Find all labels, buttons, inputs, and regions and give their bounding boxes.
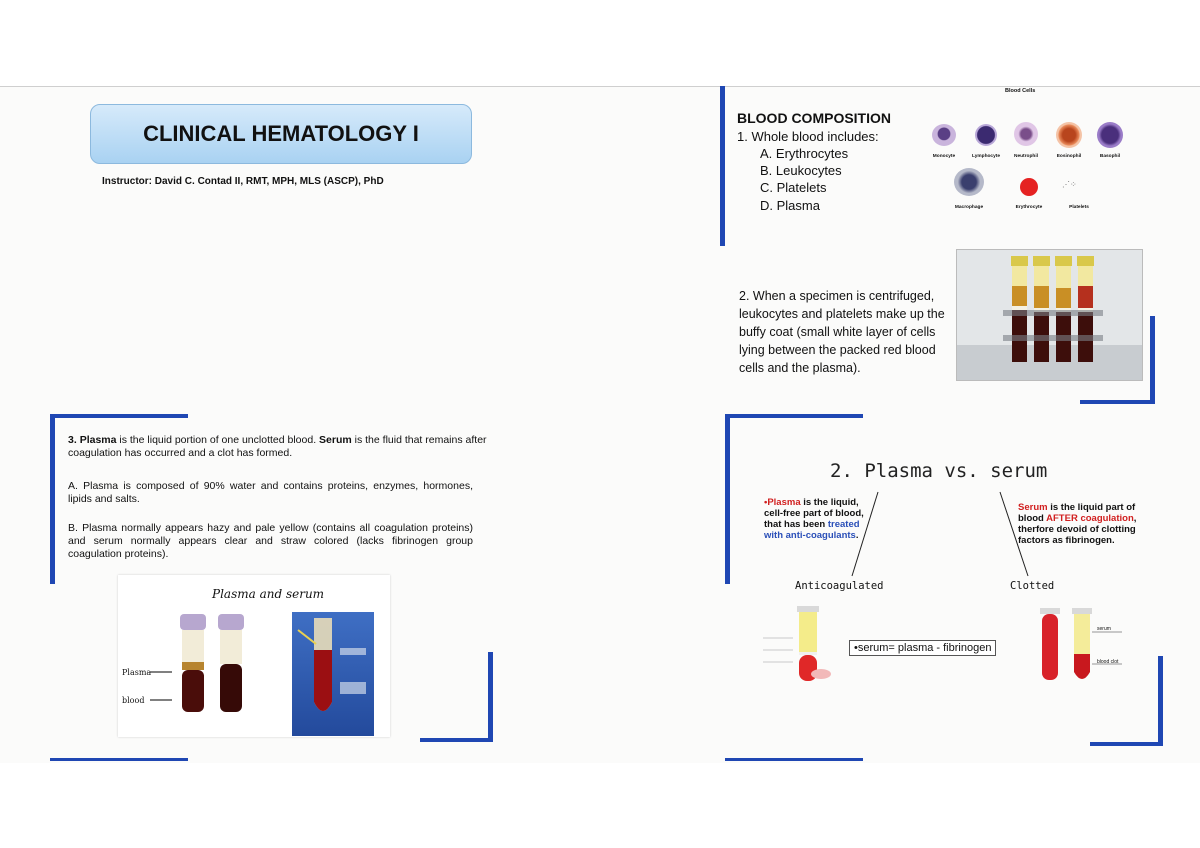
whole-blood-subheading: 1. Whole blood includes:	[737, 129, 879, 144]
slide1-title: CLINICAL HEMATOLOGY I	[90, 104, 472, 164]
bullet: •	[764, 497, 768, 508]
next-slide-bar	[50, 758, 188, 761]
serum-term: Serum	[319, 434, 352, 446]
serum-label: serum	[1097, 626, 1111, 632]
cell-label: Neutrophil	[1014, 154, 1038, 159]
plasma-composition-text: A. Plasma is composed of 90% water and contains proteins, enzymes, hormones, lipids and salts.	[68, 480, 473, 505]
centrifuge-paragraph: 2. When a specimen is centrifuged, leukocytes and platelets make up the buffy coat (small white layer of cells lying between the packed red blood cells and the plasma).	[739, 289, 945, 375]
blood-cells-title: Blood Cells	[1005, 88, 1036, 94]
slide4-top-bar	[725, 414, 863, 418]
tubes-illustration	[957, 250, 1142, 380]
clotted-label: Clotted	[1010, 580, 1055, 592]
centrifuged-tubes-photo	[956, 249, 1143, 381]
plasma-text: is the liquid, cell-free part of blood, that has been	[764, 497, 864, 530]
eosinophil-icon	[1056, 122, 1082, 148]
blood-clot-label: blood clot	[1097, 659, 1119, 665]
cell-label: Lymphocyte	[971, 154, 1001, 159]
plasma-term: Plasma	[767, 497, 801, 508]
pointer-lines	[820, 484, 1060, 584]
clotted-tubes	[1030, 606, 1140, 686]
slide3-bottom-bar	[420, 738, 493, 742]
plasma-tubes-illustration	[150, 612, 290, 722]
cell-label: Erythrocyte	[1015, 205, 1043, 210]
item-number: 3.	[68, 434, 77, 446]
erythrocyte-icon	[1020, 178, 1038, 196]
slide3-left-bar	[50, 414, 55, 584]
cell-label: Platelets	[1069, 205, 1089, 210]
platelets-icon: ⋰⁘	[1062, 180, 1077, 189]
composition-item: A. Erythrocytes	[760, 146, 849, 161]
definition-text: is the fluid that remains after coagulation has occurred and a clot has formed.	[68, 434, 487, 459]
composition-item: D. Plasma	[760, 198, 820, 213]
treated-text: treated with anti-coagulants	[764, 519, 860, 541]
definition-text: is the liquid portion of one unclotted blood.	[116, 434, 320, 446]
anticoagulated-label: Anticoagulated	[795, 580, 884, 592]
plasma-serum-definition	[68, 434, 488, 460]
plasma-end: .	[855, 530, 859, 541]
slide2-bottom-bar	[1080, 400, 1155, 404]
cell-label: Monocyte	[932, 154, 956, 159]
after-coagulation-text: AFTER coagulation	[1046, 513, 1134, 524]
blood-label: blood	[122, 696, 145, 705]
serum-text: is the liquid part of blood	[1018, 502, 1136, 524]
neutrophil-icon	[1014, 122, 1038, 146]
anticoagulated-tube	[755, 604, 835, 686]
composition-item: C. Platelets	[760, 180, 827, 195]
plasma-label: Plasma	[122, 668, 152, 677]
serum-term: Serum	[1018, 502, 1048, 513]
cell-label: Basophil	[1099, 154, 1121, 159]
serum-tube-illustration	[292, 612, 374, 736]
plasma-term: Plasma	[79, 434, 117, 446]
composition-item: B. Leukocytes	[760, 163, 842, 178]
slide2-left-bar	[720, 86, 725, 246]
slide3-right-bar	[488, 652, 493, 742]
basophil-icon	[1097, 122, 1123, 148]
slide4-bottom-bar	[1090, 742, 1163, 746]
figure-title: Plasma and serum	[212, 587, 325, 601]
next-slide-bar	[725, 758, 863, 761]
slide4-right-bar	[1158, 656, 1163, 746]
monocyte-icon	[932, 124, 956, 146]
serum-formula: •serum= plasma - fibrinogen	[849, 640, 996, 656]
plasma-appearance-text: B. Plasma normally appears hazy and pale yellow (contains all coagulation proteins) and serum normally appears clear and straw colored (lacks fibrinogen group coagulation proteins).	[68, 522, 473, 560]
instructor-line: Instructor: David C. Contad II, RMT, MPH, MLS (ASCP), PhD	[102, 176, 384, 187]
plasma-vs-serum-title: 2. Plasma vs. serum	[830, 460, 1048, 482]
cell-label: Eosinophil	[1056, 154, 1082, 159]
slide3-top-bar	[50, 414, 188, 418]
slide2-right-bar	[1150, 316, 1155, 404]
slide4-left-bar	[725, 414, 730, 584]
cell-label: Macrophage	[954, 205, 984, 210]
blood-composition-heading: BLOOD COMPOSITION	[737, 110, 891, 126]
serum-end: , therfore devoid of clotting factors as fibrinogen.	[1018, 513, 1137, 546]
macrophage-icon	[954, 168, 984, 196]
serum-tube-photo	[292, 612, 374, 736]
lymphocyte-icon	[975, 124, 997, 146]
